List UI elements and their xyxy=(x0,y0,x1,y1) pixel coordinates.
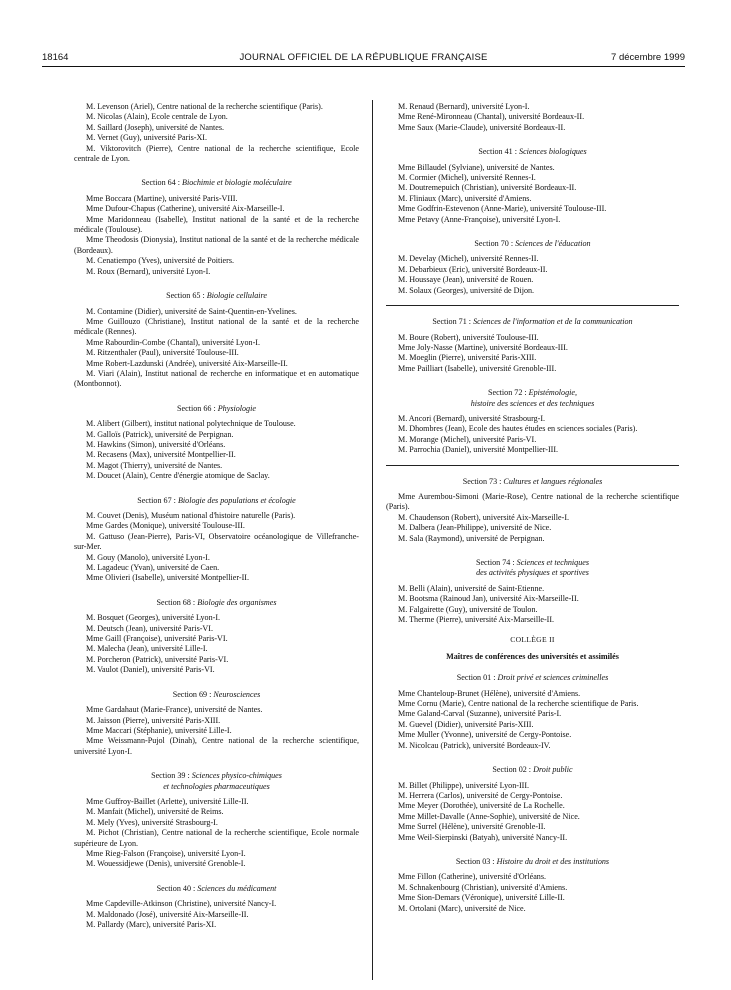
section-title: Physiologie xyxy=(217,403,256,413)
member-entry: M. Cormier (Michel), université Rennes-I. xyxy=(398,173,536,183)
section-heading xyxy=(386,239,679,249)
member-entry: M. Sala (Raymond), université de Perpignan. xyxy=(398,533,545,543)
section-title: Epistémologie, xyxy=(528,388,578,398)
section-block xyxy=(74,291,359,390)
member-entry: Mme Surrel (Hélène), université Grenoble-II. xyxy=(398,822,546,832)
section-heading xyxy=(74,291,359,301)
section-number: Section 64 : xyxy=(141,178,183,188)
member-entry: M. Billet (Philippe), université Lyon-III. xyxy=(398,780,530,790)
member-entry: Mme Joly-Nasse (Martine), université Bordeaux-III. xyxy=(398,342,568,352)
section-title: Sciences biologiques xyxy=(519,147,587,157)
member-entry: M. Contamine (Didier), université de Saint-Quentin-en-Yvelines. xyxy=(86,306,297,316)
right-column xyxy=(386,102,679,914)
section-title: Biologie cellulaire xyxy=(206,291,267,301)
section-rule xyxy=(386,465,679,466)
member-entry: M. Viari (Alain), Institut national de recherche en informatique et en automatique (Montbonnot). xyxy=(74,368,359,389)
section-block xyxy=(74,690,359,757)
member-entry: M. Gattuso (Jean-Pierre), Paris-VI, Observatoire océanologique de Villefranche-sur-Mer. xyxy=(74,531,359,552)
section-number: Section 65 : xyxy=(166,291,207,301)
member-entry: Mme Godfrin-Estevenon (Anne-Marie), université Toulouse-III. xyxy=(398,204,607,214)
member-entry: Mme Cornu (Marie), Centre national de la recherche scientifique de Paris. xyxy=(398,699,639,709)
section-title: Sciences du médicament xyxy=(197,883,277,893)
member-entry: Mme Olivieri (Isabelle), université Montpellier-II. xyxy=(86,573,250,583)
section-block xyxy=(74,404,359,482)
section-title: Sciences de l'information et de la communication xyxy=(473,317,633,327)
member-entry: M. Houssaye (Jean), université de Rouen. xyxy=(398,275,534,285)
section-number: Section 39 : xyxy=(151,771,192,781)
section-title: Biologie des populations et écologie xyxy=(177,495,296,505)
member-entry: Mme Aurembou-Simoni (Marie-Rose), Centre national de la recherche scientifique (Paris). xyxy=(386,491,679,512)
member-entry: M. Debarbieux (Eric), université Bordeaux-II. xyxy=(398,264,548,274)
member-entry: M. Doutremepuich (Christian), université Bordeaux-II. xyxy=(398,183,577,193)
section-block xyxy=(386,388,679,455)
section-number: Section 01 : xyxy=(456,673,498,683)
section-title: Biochimie et biologie moléculaire xyxy=(182,178,292,188)
section-heading xyxy=(74,771,359,792)
member-entry: Mme Weil-Sierpinski (Batyah), université Nancy-II. xyxy=(398,832,568,842)
section-number: Section 41 : xyxy=(478,147,520,157)
left-column xyxy=(74,102,359,930)
member-entry: M. Levenson (Ariel), Centre national de la recherche scientifique (Paris). xyxy=(86,102,323,111)
member-entry: Mme Maccari (Stéphanie), université Lille-I. xyxy=(86,725,232,735)
section-block xyxy=(386,465,679,544)
section-heading xyxy=(74,496,359,506)
section-heading xyxy=(386,558,679,579)
member-entry: M. Moeglin (Pierre), université Paris-XIII. xyxy=(398,353,537,363)
member-entry: M. Hawkins (Simon), université d'Orléans. xyxy=(86,439,226,449)
section-number: Section 73 : xyxy=(462,476,504,486)
member-entry: M. Herrera (Carlos), université de Cergy-Pontoise. xyxy=(398,790,563,800)
section-block xyxy=(386,673,679,751)
section-block xyxy=(74,496,359,584)
section-block xyxy=(386,765,679,843)
member-entry: M. Malecha (Jean), université Lille-I. xyxy=(86,644,208,654)
member-entry: Mme Billaudel (Sylviane), université de Nantes. xyxy=(398,162,555,172)
member-entry: M. Galloïs (Patrick), université de Perpignan. xyxy=(86,429,234,439)
member-entry: M. Guevel (Didier), université Paris-XIII. xyxy=(398,719,534,729)
section-rule xyxy=(386,305,679,306)
section-number: Section 67 : xyxy=(137,495,178,505)
member-entry: M. Gouy (Manolo), université Lyon-I. xyxy=(86,552,210,562)
member-entry: M. Schnakenbourg (Christian), université d'Amiens. xyxy=(398,882,568,892)
member-entry: M. Solaux (Georges), université de Dijon. xyxy=(398,285,535,295)
member-entry: Mme Maridonneau (Isabelle), Institut national de la santé et de la recherche médicale (Toulouse). xyxy=(74,214,359,235)
section-block xyxy=(386,305,679,374)
section-block xyxy=(386,147,679,225)
member-entry: M. Renaud (Bernard), université Lyon-I. xyxy=(398,102,530,111)
section-title: Neurosciences xyxy=(213,689,261,699)
member-entry: M. Falgairette (Guy), université de Toulon. xyxy=(398,604,538,614)
member-entry: M. Deutsch (Jean), université Paris-VI. xyxy=(86,623,213,633)
member-entry: Mme Gaill (Françoise), université Paris-VI. xyxy=(86,634,228,644)
member-entry: Mme Muller (Yvonne), université de Cergy-Pontoise. xyxy=(398,730,572,740)
section-title-line2: des activités physiques et sportives xyxy=(476,568,589,578)
section-title: Droit privé et sciences criminelles xyxy=(497,673,609,683)
member-entry: Mme Boccara (Martine), université Paris-VIII. xyxy=(86,193,238,203)
member-entry: M. Pichot (Christian), Centre national de la recherche scientifique, Ecole normale supérieure de Lyon. xyxy=(74,828,359,848)
page-number: 18164 xyxy=(42,52,69,63)
member-entry: M. Maldonado (José), université Aix-Marseille-II. xyxy=(86,909,249,919)
section-number: Section 68 : xyxy=(156,597,198,607)
section-block xyxy=(386,239,679,296)
member-entry: Mme Gardes (Monique), université Toulouse-III. xyxy=(86,521,245,531)
section-number: Section 03 : xyxy=(455,856,497,866)
section-number: Section 70 : xyxy=(474,239,516,249)
member-entry: M. Ritzenthaler (Paul), université Toulouse-III. xyxy=(86,348,239,358)
member-entry: Mme Gardahaut (Marie-France), université de Nantes. xyxy=(86,705,263,715)
college-label: COLLÈGE II xyxy=(510,635,555,645)
member-entry: M. Parrochia (Daniel), université Montpellier-III. xyxy=(398,445,559,455)
issue-date: 7 décembre 1999 xyxy=(611,52,685,63)
member-entry: M. Boure (Robert), université Toulouse-III. xyxy=(398,332,539,342)
section-heading xyxy=(74,884,359,894)
section-title: Sciences et techniques xyxy=(516,558,590,567)
member-entry: M. Lagadeuc (Yvan), université de Caen. xyxy=(86,563,220,573)
member-entry: Mme Meyer (Dorothée), université de La Rochelle. xyxy=(398,801,565,811)
section-heading xyxy=(386,765,679,775)
member-entry: M. Roux (Bernard), université Lyon-I. xyxy=(86,266,211,276)
member-entry: M. Wouessidjewe (Denis), université Grenoble-I. xyxy=(86,859,246,869)
member-entry: M. Cenatiempo (Yves), université de Poitiers. xyxy=(86,256,234,266)
member-entry: M. Vaulot (Daniel), université Paris-VI. xyxy=(86,665,215,675)
section-number: Section 74 : xyxy=(475,558,517,567)
section-block xyxy=(386,558,679,625)
member-entry: M. Bootsma (Rainoud Jan), université Aix-Marseille-II. xyxy=(398,594,579,604)
section-number: Section 72 : xyxy=(487,388,529,398)
member-entry: Mme Pailliart (Isabelle), université Grenoble-III. xyxy=(398,363,557,373)
member-entry: Mme Dufour-Chapus (Catherine), université Aix-Marseille-I. xyxy=(86,204,285,214)
member-entry: Mme Capdeville-Atkinson (Christine), université Nancy-I. xyxy=(86,899,277,909)
section-title-line2: histoire des sciences et des techniques xyxy=(470,398,595,408)
section-heading xyxy=(386,477,679,487)
member-entry: M. Nicolcau (Patrick), université Bordeaux-IV. xyxy=(398,740,551,750)
member-entry: M. Vernet (Guy), université Paris-XI. xyxy=(86,133,208,143)
section-heading xyxy=(74,598,359,608)
member-entry: M. Viktorovitch (Pierre), Centre national de la recherche scientifique, Ecole centrale de Lyon. xyxy=(74,143,359,164)
section-block xyxy=(74,598,359,676)
section-title: Cultures et langues régionales xyxy=(503,476,603,486)
journal-title: JOURNAL OFFICIEL DE LA RÉPUBLIQUE FRANÇAISE xyxy=(239,52,488,63)
section-heading xyxy=(74,404,359,414)
section-heading xyxy=(386,388,679,409)
section-title-line2: et technologies pharmaceutiques xyxy=(163,781,270,791)
member-entry: M. Saillard (Joseph), université de Nantes. xyxy=(86,122,225,132)
section-number: Section 40 : xyxy=(156,883,198,893)
member-entry: M. Develay (Michel), université Rennes-II. xyxy=(398,254,539,264)
member-entry: Mme Weissmann-Pujol (Dinah), Centre national de la recherche scientifique, université Lyon-I. xyxy=(74,736,359,756)
section-block xyxy=(386,857,679,914)
member-entry: Mme Guffroy-Baillet (Arlette), université Lille-II. xyxy=(86,796,249,806)
member-entry: M. Jaisson (Pierre), université Paris-XIII. xyxy=(86,715,221,725)
section-heading xyxy=(386,857,679,867)
member-entry: Mme Theodosis (Dionysia), Institut national de la santé et de la recherche médicale (Bordeaux). xyxy=(74,235,359,255)
member-entry: M. Dalbera (Jean-Philippe), université de Nice. xyxy=(398,523,552,533)
section-block xyxy=(74,771,359,870)
section-number: Section 69 : xyxy=(172,689,214,699)
column-divider xyxy=(372,100,373,980)
member-entry: M. Chaudenson (Robert), université Aix-Marseille-I. xyxy=(398,512,570,522)
member-entry: Mme Sion-Demars (Véronique), université Lille-II. xyxy=(398,893,565,903)
member-entry: Mme Petavy (Anne-Françoise), université Lyon-I. xyxy=(398,214,561,224)
member-entry: M. Belli (Alain), université de Saint-Etienne. xyxy=(398,583,545,593)
section-heading xyxy=(386,147,679,157)
member-entry: M. Mely (Yves), université Strasbourg-I. xyxy=(86,817,218,827)
member-entry: M. Nicolas (Alain), Ecole centrale de Lyon. xyxy=(86,112,228,122)
header-rule xyxy=(42,66,685,67)
member-entry: M. Ancori (Bernard), université Strasbourg-I. xyxy=(398,413,546,423)
member-entry: Mme Saux (Marie-Claude), université Bordeaux-II. xyxy=(398,122,566,132)
section-title: Sciences physico-chimiques xyxy=(191,771,282,781)
section-heading xyxy=(74,178,359,188)
member-entry: M. Manfait (Michel), université de Reims. xyxy=(86,807,224,817)
section-title: Sciences de l'éducation xyxy=(515,239,591,249)
section-block xyxy=(74,178,359,277)
member-entry: M. Dhombres (Jean), Ecole des hautes études en sciences sociales (Paris). xyxy=(398,424,638,434)
member-entry: Mme Rabourdin-Combe (Chantal), université Lyon-I. xyxy=(86,337,260,347)
member-entry: M. Recasens (Max), université Montpellier-II. xyxy=(86,450,236,460)
member-entry: Mme Rieg-Falson (Françoise), université Lyon-I. xyxy=(86,848,246,858)
member-entry: M. Fliniaux (Marc), université d'Amiens. xyxy=(398,193,532,203)
member-entry: M. Couvet (Denis), Muséum national d'histoire naturelle (Paris). xyxy=(86,511,296,520)
member-entry: Mme Robert-Lazdunski (Andrée), université Aix-Marseille-II. xyxy=(86,358,288,368)
member-entry: Mme Galand-Carval (Suzanne), université Paris-I. xyxy=(398,709,562,719)
member-entry: Mme Fillon (Catherine), université d'Orléans. xyxy=(398,872,547,882)
entry-block xyxy=(74,102,359,164)
member-entry: M. Alibert (Gilbert), institut national polytechnique de Toulouse. xyxy=(86,419,296,429)
member-entry: M. Doucet (Alain), Centre d'énergie atomique de Saclay. xyxy=(86,471,270,481)
section-heading xyxy=(386,673,679,683)
section-title: Droit public xyxy=(533,765,573,775)
college-heading: Maîtres de conférences des universités et assimilés xyxy=(446,651,619,661)
member-entry: Mme Guillouzo (Christiane), Institut national de la santé et de la recherche médicale (Rennes). xyxy=(74,316,359,337)
section-title: Histoire du droit et des institutions xyxy=(496,856,610,866)
member-entry: M. Pallardy (Marc), université Paris-XI. xyxy=(86,920,217,929)
section-heading xyxy=(74,690,359,700)
member-entry: M. Magot (Thierry), université de Nantes. xyxy=(86,460,223,470)
section-number: Section 02 : xyxy=(492,765,534,775)
member-entry: Mme Chanteloup-Brunet (Hélène), université d'Amiens. xyxy=(398,688,581,698)
section-title: Biologie des organismes xyxy=(197,597,277,607)
member-entry: M. Therme (Pierre), université Aix-Marseille-II. xyxy=(398,615,555,625)
member-entry: M. Bosquet (Georges), université Lyon-I. xyxy=(86,613,221,623)
member-entry: Mme Millet-Davalle (Anne-Sophie), université de Nice. xyxy=(398,811,580,821)
page-header xyxy=(42,52,685,66)
section-number: Section 71 : xyxy=(432,317,474,327)
member-entry: Mme René-Mironneau (Chantal), université Bordeaux-II. xyxy=(398,112,585,122)
member-entry: M. Morange (Michel), université Paris-VI. xyxy=(398,434,537,444)
entry-block xyxy=(386,102,679,133)
member-entry: M. Ortolani (Marc), université de Nice. xyxy=(398,903,526,913)
section-block xyxy=(74,884,359,931)
member-entry: M. Porcheron (Patrick), université Paris-VI. xyxy=(86,654,229,664)
section-number: Section 66 : xyxy=(177,403,218,413)
section-heading xyxy=(386,317,679,327)
